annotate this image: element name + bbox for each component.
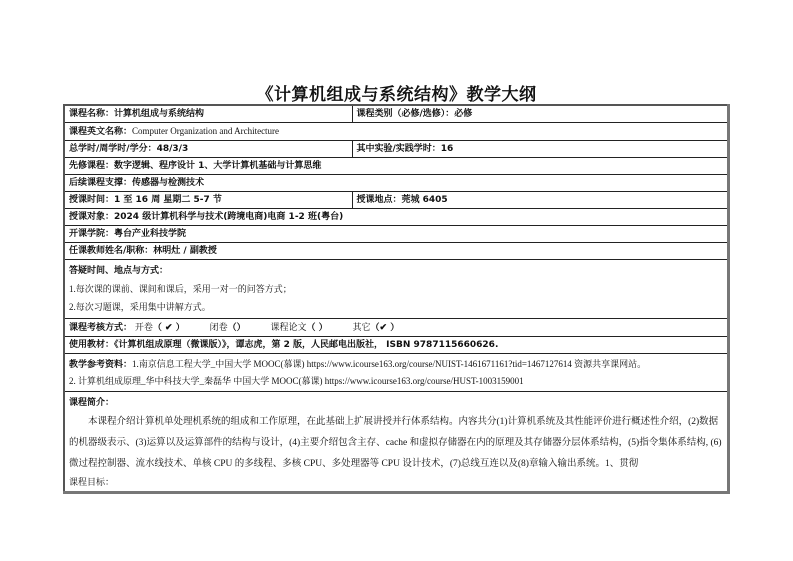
prerequisites-label: 先修课程： (69, 161, 115, 171)
assessment-option-closed-book (210, 323, 246, 333)
follow-up-value: 传感器与检测技术 (132, 178, 205, 188)
paper-label: 课程论文 (270, 322, 307, 332)
teacher-value: 林明灶 / 副教授 (153, 246, 217, 256)
lab-hours-cell (352, 141, 728, 158)
references-label: 教学参考资料： (69, 360, 133, 370)
paper-mark: （ ） (306, 323, 328, 333)
row-qa (64, 260, 728, 319)
qa-label: 答疑时间、地点与方式： (69, 266, 169, 276)
reference-1: 1.南京信息工程大学_中国大学 MOOC(慕课) https://www.icourse163.org/course/NUIST-1461671161?tid=1467127614 资源共享课网站。 (132, 359, 647, 369)
row-references (64, 354, 728, 392)
course-name-value: 计算机组成与系统结构 (114, 109, 205, 119)
english-name-value: Computer Organization and Architecture (132, 126, 280, 136)
closed-book-mark: （） (227, 323, 246, 333)
follow-up-label: 后续课程支撑： (69, 178, 133, 188)
row-english-name (64, 123, 728, 141)
audience-label: 授课对象： (69, 212, 115, 222)
college-label: 开课学院： (69, 229, 115, 239)
intro-paragraph: 本课程介绍计算机单处理机系统的组成和工作原理，在此基础上扩展讲授并行体系结构。内容共分(1)计算机系统及其性能评价进行概述性介绍，(2)数据的机器级表示、(3)运算以及运算部件的结构与设计，(4)主要介绍包含主存、cache 和虚拟存储器在内的原理及其存储器分层体系结构，(5)指令集体系结构, (6) 微过程控制器、流水线技术、单核 CPU 的多线程、多核 CPU、多处理器等 CPU 设计技术，(7)总线互连以及(8)章输入输出系统。1、贯彻 (69, 417, 722, 469)
intro-label: 课程简介： (69, 398, 115, 408)
course-name-cell (64, 105, 352, 123)
assessment-option-paper (271, 323, 328, 333)
assessment-label: 课程考核方式： (69, 323, 133, 333)
textbook-label: 使用教材： (69, 340, 115, 350)
english-name-cell (64, 123, 728, 141)
row-prerequisites (64, 158, 728, 175)
location-value: 莞城 6405 (401, 195, 448, 205)
intro-cell (64, 392, 728, 493)
course-type-value: 必修 (454, 109, 473, 119)
teacher-label: 任课教师姓名/职称： (69, 246, 154, 256)
audience-cell (64, 209, 728, 226)
row-college (64, 226, 728, 243)
lab-hours-value: 16 (440, 144, 454, 154)
textbook-value: 《计算机组成原理（微课版）》，谭志虎，第 2 版，人民邮电出版社， ISBN 9787115660626. (114, 340, 499, 350)
schedule-value: 1 至 16 周 星期二 5-7 节 (114, 195, 222, 205)
assessment-cell (64, 319, 728, 337)
row-hours (64, 141, 728, 158)
row-follow-up (64, 175, 728, 192)
follow-up-cell (64, 175, 728, 192)
hours-label: 总学时/周学时/学分： (69, 144, 157, 154)
row-intro (64, 392, 728, 493)
textbook-cell (64, 337, 728, 354)
open-book-checkmark: （ ✔ ） (152, 323, 185, 333)
assessment-option-other (353, 323, 400, 333)
qa-cell (64, 260, 728, 319)
teacher-cell (64, 243, 728, 260)
college-value: 粤台产业科技学院 (114, 229, 187, 239)
document-title: 《计算机组成与系统结构》教学大纲 (256, 85, 537, 105)
qa-line-2: 2.每次习题课，采用集中讲解方式。 (69, 302, 211, 312)
audience-value: 2024 级计算机科学与技术(跨境电商)电商 1-2 班(粤台) (114, 212, 344, 222)
location-cell (352, 192, 728, 209)
course-goals-label: 课程目标： (69, 477, 115, 487)
qa-line-1: 1.每次课的课前、课间和课后，采用一对一的问答方式； (69, 284, 292, 294)
prerequisites-cell (64, 158, 728, 175)
row-textbook (64, 337, 728, 354)
assessment-option-open-book (135, 323, 185, 333)
course-name-label: 课程名称： (69, 109, 115, 119)
syllabus-table (63, 104, 730, 494)
open-book-label: 开卷 (134, 322, 153, 332)
row-assessment (64, 319, 728, 337)
schedule-label: 授课时间： (69, 195, 115, 205)
row-schedule (64, 192, 728, 209)
location-label: 授课地点： (356, 195, 402, 205)
row-audience (64, 209, 728, 226)
reference-2: 2. 计算机组成原理_华中科技大学_秦磊华 中国大学 MOOC(慕课) https://www.icourse163.org/course/HUST-1003159001 (69, 376, 524, 386)
other-checkmark: （✔ ） (370, 323, 400, 333)
hours-value: 48/3/3 (156, 144, 189, 154)
row-course-name (64, 105, 728, 123)
hours-cell (64, 141, 352, 158)
course-type-cell (352, 105, 728, 123)
course-type-label: 课程类别（必修/选修）： (356, 109, 455, 119)
row-teacher (64, 243, 728, 260)
english-name-label: 课程英文名称： (69, 127, 133, 137)
other-label: 其它 (352, 322, 371, 332)
schedule-cell (64, 192, 352, 209)
references-cell (64, 354, 728, 392)
lab-hours-label: 其中实验/实践学时： (356, 144, 441, 154)
college-cell (64, 226, 728, 243)
closed-book-label: 闭卷 (209, 322, 228, 332)
prerequisites-value: 数字逻辑、程序设计 1、大学计算机基础与计算思维 (114, 161, 322, 171)
